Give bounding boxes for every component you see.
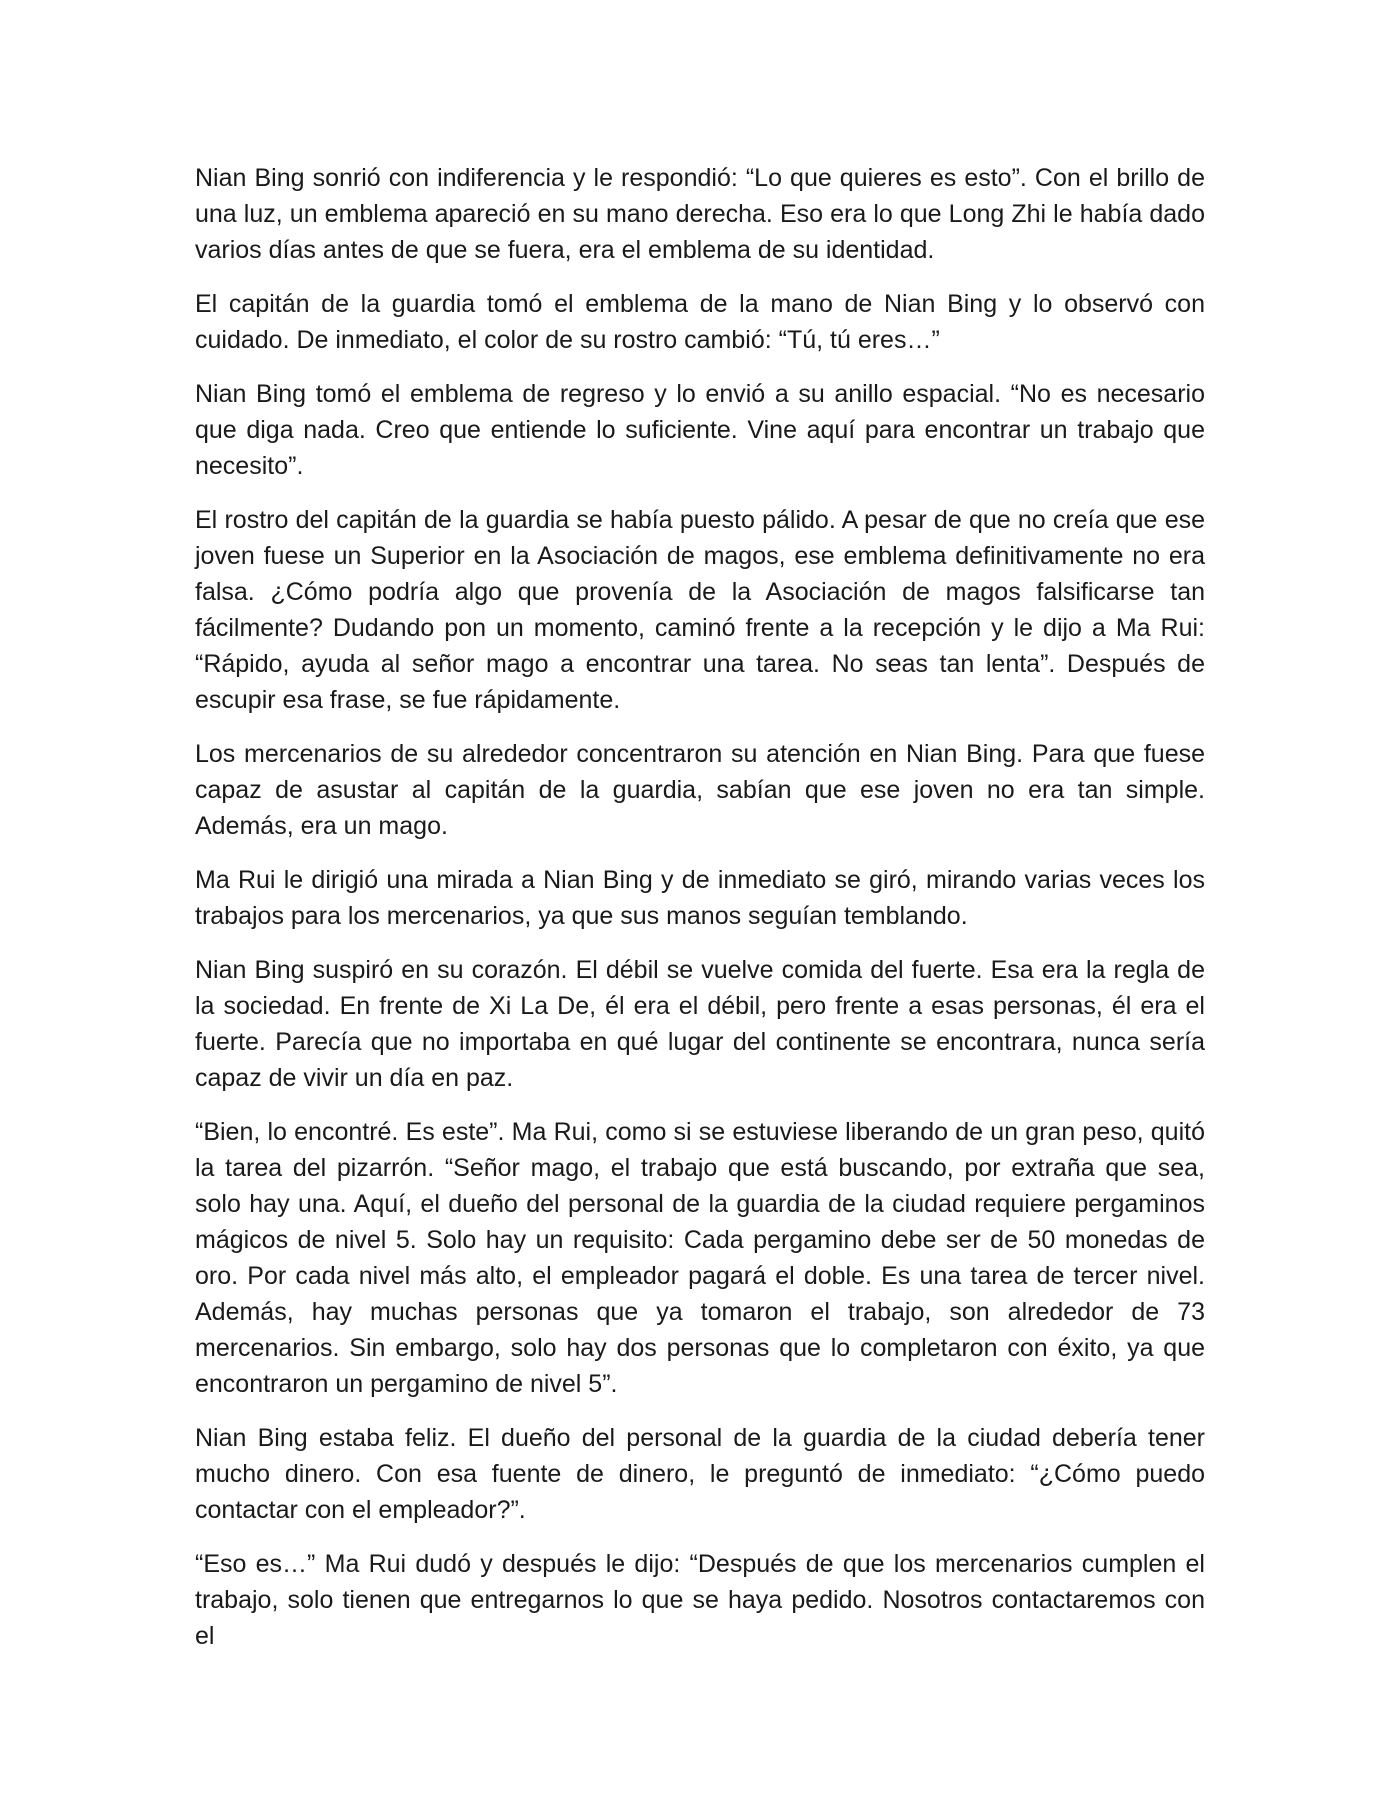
paragraph: Nian Bing sonrió con indiferencia y le respondió: “Lo que quieres es esto”. Con el brillo de una luz, un emblema apareció en su mano derecha. Eso era lo que Long Zhi le había dado varios días antes de que se fuera, era el emblema de su identidad. bbox=[195, 164, 1205, 264]
paragraph: Nian Bing tomó el emblema de regreso y lo envió a su anillo espacial. “No es necesario que diga nada. Creo que entiende lo suficiente. Vine aquí para encontrar un trabajo que necesito”. bbox=[195, 380, 1205, 480]
paragraph: Nian Bing suspiró en su corazón. El débil se vuelve comida del fuerte. Esa era la regla de la sociedad. En frente de Xi La De, él era el débil, pero frente a esas personas, él era el fuerte. Parecía que no importaba en qué lugar del continente se encontrara, nunca sería capaz de vivir un día en paz. bbox=[195, 956, 1205, 1092]
paragraph: “Bien, lo encontré. Es este”. Ma Rui, como si se estuviese liberando de un gran peso, quitó la tarea del pizarrón. “Señor mago, el trabajo que está buscando, por extraña que sea, solo hay una. Aquí, el dueño del personal de la guardia de la ciudad requiere pergaminos mágicos de nivel 5. Solo hay un requisito: Cada pergamino debe ser de 50 monedas de oro. Por cada nivel más alto, el empleador pagará el doble. Es una tarea de tercer nivel. Además, hay muchas personas que ya tomaron el trabajo, son alrededor de 73 mercenarios. Sin embargo, solo hay dos personas que lo completaron con éxito, ya que encontraron un pergamino de nivel 5”. bbox=[195, 1118, 1205, 1398]
paragraph: Los mercenarios de su alrededor concentraron su atención en Nian Bing. Para que fuese capaz de asustar al capitán de la guardia, sabían que ese joven no era tan simple. Además, era un mago. bbox=[195, 740, 1205, 840]
paragraph: “Eso es…” Ma Rui dudó y después le dijo: “Después de que los mercenarios cumplen el trabajo, solo tienen que entregarnos lo que se haya pedido. Nosotros contactaremos con el bbox=[195, 1550, 1205, 1650]
document-body bbox=[195, 160, 1205, 1672]
paragraph: Ma Rui le dirigió una mirada a Nian Bing y de inmediato se giró, mirando varias veces los trabajos para los mercenarios, ya que sus manos seguían temblando. bbox=[195, 866, 1205, 930]
paragraph: El rostro del capitán de la guardia se había puesto pálido. A pesar de que no creía que ese joven fuese un Superior en la Asociación de magos, ese emblema definitivamente no era falsa. ¿Cómo podría algo que provenía de la Asociación de magos falsificarse tan fácilmente? Dudando pon un momento, caminó frente a la recepción y le dijo a Ma Rui: “Rápido, ayuda al señor mago a encontrar una tarea. No seas tan lenta”. Después de escupir esa frase, se fue rápidamente. bbox=[195, 506, 1205, 714]
paragraph: Nian Bing estaba feliz. El dueño del personal de la guardia de la ciudad debería tener mucho dinero. Con esa fuente de dinero, le preguntó de inmediato: “¿Cómo puedo contactar con el empleador?”. bbox=[195, 1424, 1205, 1524]
paragraph: El capitán de la guardia tomó el emblema de la mano de Nian Bing y lo observó con cuidado. De inmediato, el color de su rostro cambió: “Tú, tú eres…” bbox=[195, 290, 1205, 354]
